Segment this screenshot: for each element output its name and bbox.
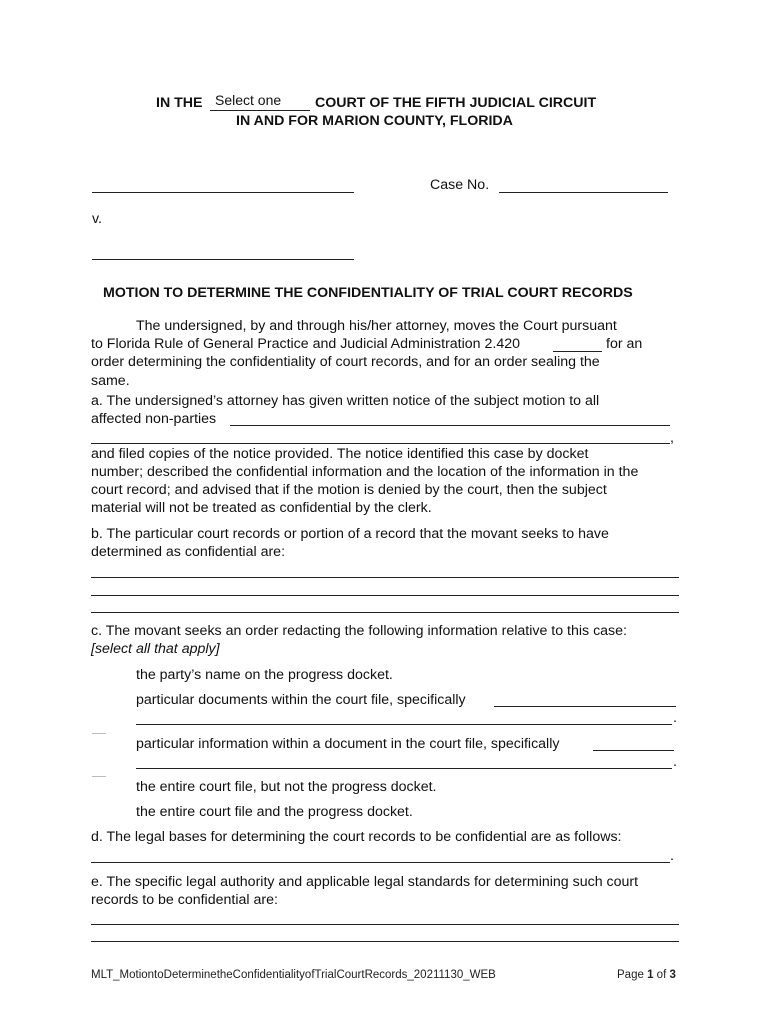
section-b-line-1: b. The particular court records or portion of a record that the movant seeks to have (91, 526, 609, 542)
intro-line-3: order determining the confidentiality of court records, and for an order sealing the (91, 354, 600, 370)
legal-authority-field-1[interactable] (91, 907, 679, 925)
records-field-1[interactable] (91, 560, 679, 578)
court-select-value: Select one (215, 92, 282, 108)
section-c-line-1: c. The movant seeks an order redacting the following information relative to this case: (91, 623, 627, 639)
defendant-field[interactable] (92, 242, 354, 260)
footer-page-current: 1 (647, 969, 654, 981)
option-particular-documents: particular documents within the court file, specifically (136, 692, 466, 708)
section-c-instruction: [select all that apply] (91, 641, 220, 657)
checkbox-particular-information[interactable] (92, 733, 106, 734)
documents-field-2[interactable] (136, 707, 672, 725)
section-d-line-1: d. The legal bases for determining the court records to be confidential are as follows: (91, 829, 622, 845)
plaintiff-field[interactable] (92, 175, 354, 193)
non-parties-field-1[interactable] (230, 408, 670, 426)
footer-page-number (617, 969, 676, 981)
footer-page-word: Page (617, 969, 644, 981)
information-period: . (673, 754, 677, 770)
section-a-line-5: court record; and advised that if the motion is denied by the court, then the subject (91, 482, 607, 498)
section-a-line-6: material will not be treated as confidential by the clerk. (91, 500, 432, 516)
section-a-line-2: affected non-parties (91, 411, 217, 427)
documents-period: . (673, 710, 677, 726)
intro-line-2b: for an (606, 336, 643, 352)
header-court-of: COURT OF THE FIFTH JUDICIAL CIRCUIT (315, 95, 597, 111)
section-a-comma: , (670, 430, 674, 446)
non-parties-field-2[interactable] (91, 426, 670, 444)
court-select-dropdown[interactable] (210, 92, 310, 111)
checkbox-entire-file[interactable] (92, 776, 106, 777)
intro-line-4: same. (91, 373, 130, 389)
rule-subsection-field[interactable] (553, 334, 602, 352)
section-b-line-2: determined as confidential are: (91, 544, 286, 560)
footer-page-total: 3 (669, 969, 676, 981)
legal-authority-field-2[interactable] (91, 924, 679, 942)
case-no-label: Case No. (430, 177, 490, 193)
documents-field-1[interactable] (494, 689, 676, 707)
intro-line-2a: to Florida Rule of General Practice and Judicial Administration 2.420 (91, 336, 521, 352)
case-no-field[interactable] (499, 175, 668, 193)
section-d-period: . (670, 848, 674, 864)
section-a-line-4: number; described the confidential information and the location of the information in the (91, 464, 639, 480)
section-e-line-1: e. The specific legal authority and applicable legal standards for determining such court (91, 874, 639, 890)
header-county: IN AND FOR MARION COUNTY, FLORIDA (236, 113, 513, 129)
section-e-line-2: records to be confidential are: (91, 892, 278, 908)
intro-line-1: The undersigned, by and through his/her attorney, moves the Court pursuant (136, 318, 617, 334)
section-a-line-3: and filed copies of the notice provided. The notice identified this case by docket (91, 446, 589, 462)
footer-of-word: of (656, 969, 667, 981)
footer-filename: MLT_MotiontoDeterminetheConfidentialityofTrialCourtRecords_20211130_WEB (91, 969, 496, 981)
records-field-2[interactable] (91, 578, 679, 596)
records-field-3[interactable] (91, 595, 679, 613)
option-entire-file-and-docket: the entire court file and the progress docket. (136, 804, 413, 820)
versus-label: v. (92, 211, 102, 227)
legal-bases-field[interactable] (91, 845, 670, 863)
section-a-line-1: a. The undersigned’s attorney has given written notice of the subject motion to all (91, 393, 600, 409)
information-field-2[interactable] (136, 751, 672, 769)
header-in-the: IN THE (156, 95, 203, 111)
option-entire-file: the entire court file, but not the progress docket. (136, 779, 437, 795)
option-party-name: the party’s name on the progress docket. (136, 667, 393, 683)
option-particular-information: particular information within a document in the court file, specifically (136, 736, 560, 752)
information-field-1[interactable] (593, 733, 674, 751)
page-title: MOTION TO DETERMINE THE CONFIDENTIALITY OF TRIAL COURT RECORDS (103, 285, 633, 301)
